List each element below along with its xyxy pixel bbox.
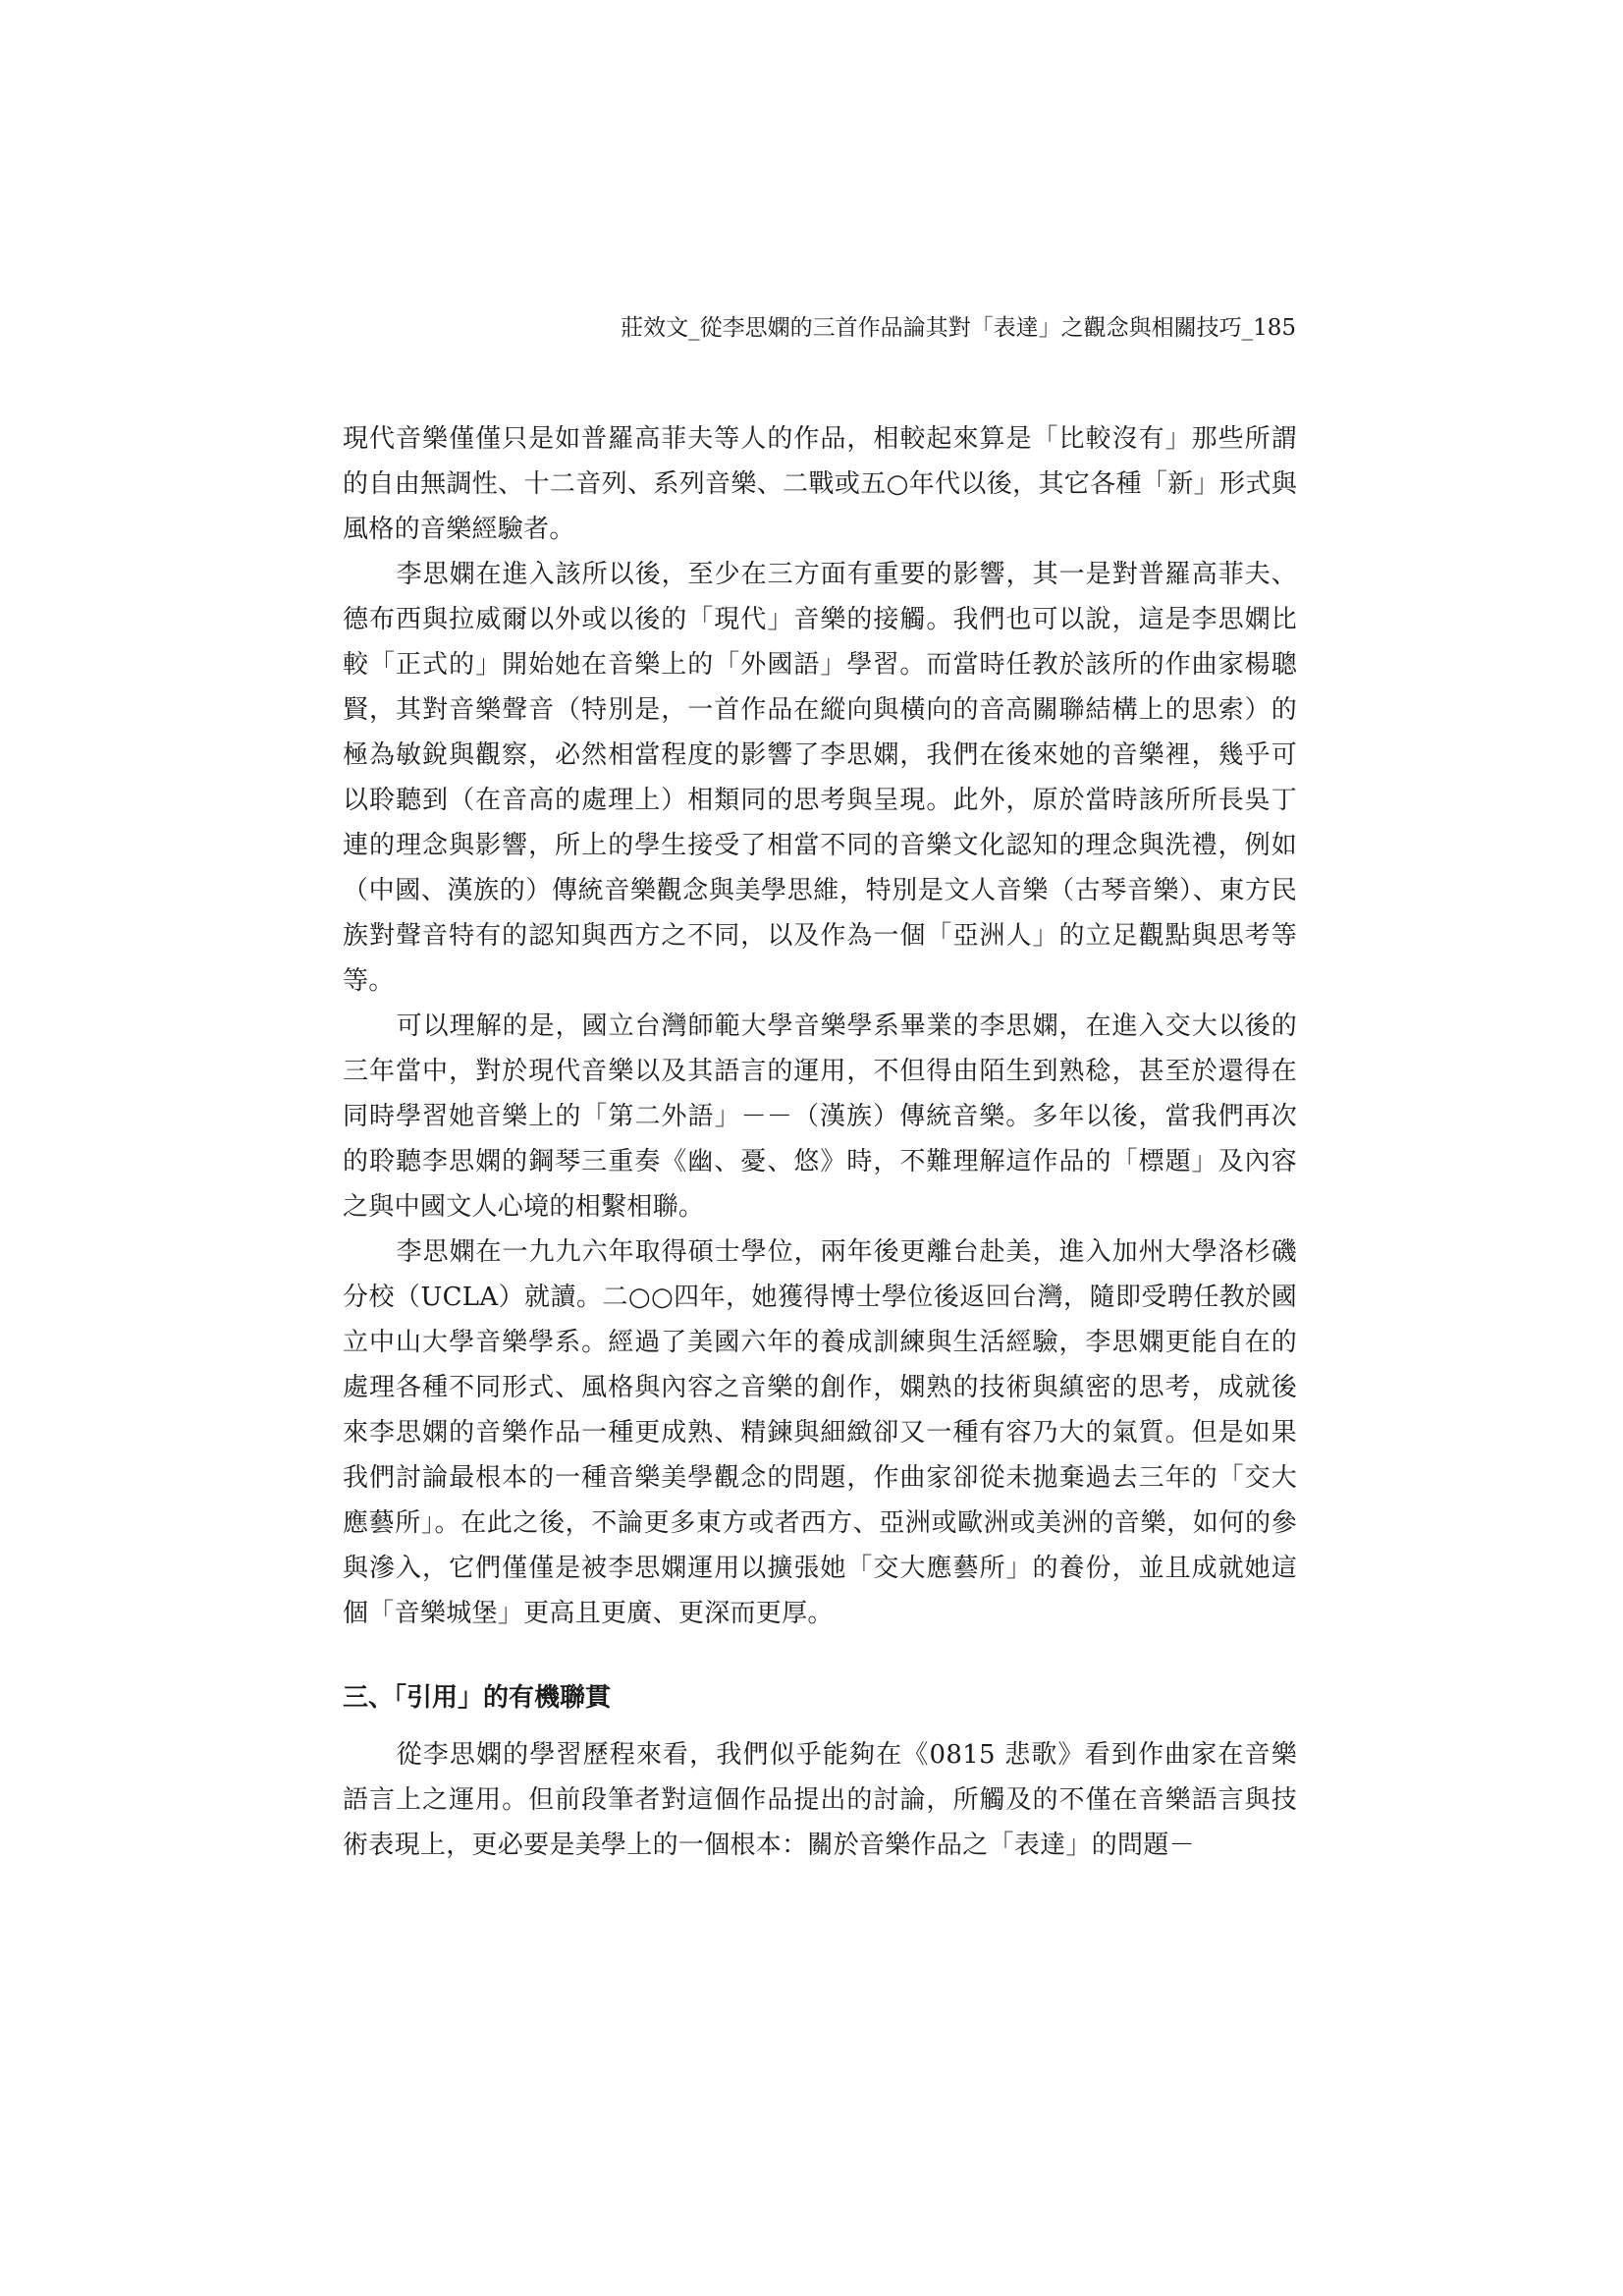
paragraph-2: 李思嫻在進入該所以後，至少在三方面有重要的影響，其一是對普羅高菲夫、德布西與拉威爾以外或以後的「現代」音樂的接觸。我們也可以說，這是李思嫻比較「正式的」開始她在音樂上的「外國語」學習。而當時任教於該所的作曲家楊聰賢，其對音樂聲音（特別是，一首作品在縱向與橫向的音高關聯結構上的思索）的極為敏銳與觀察，必然相當程度的影響了李思嫻，我們在後來她的音樂裡，幾乎可以聆聽到（在音高的處理上）相類同的思考與呈現。此外，原於當時該所所長吳丁連的理念與影響，所上的學生接受了相當不同的音樂文化認知的理念與洗禮，例如（中國、漢族的）傳統音樂觀念與美學思維，特別是文人音樂（古琴音樂）、東方民族對聲音特有的認知與西方之不同，以及作為一個「亞洲人」的立足觀點與思考等等。 (343, 560, 1297, 996)
section-heading: 三、「引用」的有機聯貫 (343, 1683, 612, 1713)
body-text (343, 416, 1297, 1868)
section-paragraph: 從李思嫻的學習歷程來看，我們似乎能夠在《0815 悲歌》看到作曲家在音樂語言上之運用。但前段筆者對這個作品提出的討論，所觸及的不僅在音樂語言與技術表現上，更必要是美學上的一個根本：關於音樂作品之「表達」的問題－ (343, 1740, 1297, 1860)
paragraph-3: 可以理解的是，國立台灣師範大學音樂學系畢業的李思嫻，在進入交大以後的三年當中，對於現代音樂以及其語言的運用，不但得由陌生到熟稔，甚至於還得在同時學習她音樂上的「第二外語」－－（漢族）傳統音樂。多年以後，當我們再次的聆聽李思嫻的鋼琴三重奏《幽、憂、悠》時，不難理解這作品的「標題」及內容之與中國文人心境的相繫相聯。 (343, 1011, 1297, 1222)
running-header: 莊效文_從李思嫻的三首作品論其對「表達」之觀念與相關技巧_185 (621, 315, 1296, 341)
paragraph-4: 李思嫻在一九九六年取得碩士學位，兩年後更離台赴美，進入加州大學洛杉磯分校（UCLA）就讀。二○○四年，她獲得博士學位後返回台灣，隨即受聘任教於國立中山大學音樂學系。經過了美國六年的養成訓練與生活經驗，李思嫻更能自在的處理各種不同形式、風格與內容之音樂的創作，嫻熟的技術與縝密的思考，成就後來李思嫻的音樂作品一種更成熟、精鍊與細緻卻又一種有容乃大的氣質。但是如果我們討論最根本的一種音樂美學觀念的問題，作曲家卻從未拋棄過去三年的「交大應藝所」。在此之後，不論更多東方或者西方、亞洲或歐洲或美洲的音樂，如何的參與滲入，它們僅僅是被李思嫻運用以擴張她「交大應藝所」的養份，並且成就她這個「音樂城堡」更高且更廣、更深而更厚。 (343, 1237, 1297, 1628)
paragraph-1: 現代音樂僅僅只是如普羅高菲夫等人的作品，相較起來算是「比較沒有」那些所謂的自由無調性、十二音列、系列音樂、二戰或五○年代以後，其它各種「新」形式與風格的音樂經驗者。 (343, 424, 1297, 544)
